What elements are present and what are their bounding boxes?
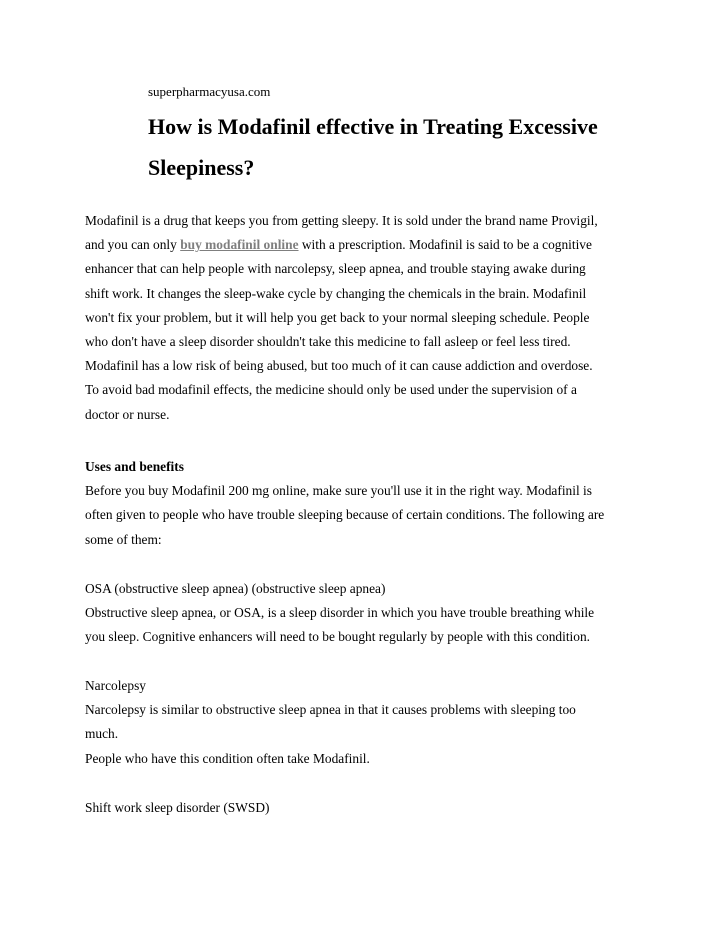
uses-line: often given to people who have trouble sleeping because of certain conditions. The following are (85, 507, 605, 523)
uses-heading: Uses and benefits (85, 459, 184, 474)
intro-line: doctor or nurse. (85, 406, 170, 422)
osa-line: you sleep. Cognitive enhancers will need to be bought regularly by people with this condition. (85, 629, 591, 645)
swsd-section (85, 796, 655, 820)
buy-modafinil-online-link[interactable]: buy modafinil online (180, 237, 299, 253)
title-line: How is Modafinil effective in Treating Excessive (148, 114, 598, 139)
site-name: superpharmacyusa.com (148, 84, 271, 99)
osa-heading: OSA (obstructive sleep apnea) (obstructive sleep apnea) (85, 581, 386, 596)
narcolepsy-heading: Narcolepsy (85, 678, 146, 693)
intro-paragraph (85, 209, 655, 427)
swsd-heading: Shift work sleep disorder (SWSD) (85, 800, 270, 815)
intro-line: won't fix your problem, but it will help you get back to your normal sleeping schedule. People (85, 309, 590, 325)
intro-line: shift work. It changes the sleep-wake cycle by changing the chemicals in the brain. Modafinil (85, 285, 587, 301)
intro-text-after-link: with a prescription. Modafinil is said to be a cognitive (298, 237, 592, 253)
intro-text-before-link: and you can only (85, 237, 181, 253)
narcolepsy-line: much. (85, 726, 119, 742)
page-title (148, 106, 668, 188)
uses-line: some of them: (85, 531, 162, 547)
title-line: Sleepiness? (148, 155, 255, 180)
osa-section (85, 577, 655, 650)
intro-line: Modafinil is a drug that keeps you from getting sleepy. It is sold under the brand name Provigil, (85, 213, 598, 228)
narcolepsy-line: People who have this condition often take Modafinil. (85, 750, 370, 766)
intro-line-with-link (85, 233, 655, 257)
intro-line: To avoid bad modafinil effects, the medicine should only be used under the supervision of a (85, 382, 577, 398)
uses-line: Before you buy Modafinil 200 mg online, make sure you'll use it in the right way. Modafinil is (85, 483, 592, 499)
intro-line: who don't have a sleep disorder shouldn't take this medicine to fall asleep or feel less tired. (85, 334, 571, 350)
intro-line: enhancer that can help people with narcolepsy, sleep apnea, and trouble staying awake during (85, 261, 586, 277)
uses-section (85, 455, 655, 552)
intro-line: Modafinil has a low risk of being abused, but too much of it can cause addiction and overdose. (85, 358, 593, 374)
narcolepsy-line: Narcolepsy is similar to obstructive sleep apnea in that it causes problems with sleeping too (85, 702, 576, 718)
narcolepsy-section (85, 674, 655, 771)
osa-line: Obstructive sleep apnea, or OSA, is a sleep disorder in which you have trouble breathing while (85, 605, 595, 621)
